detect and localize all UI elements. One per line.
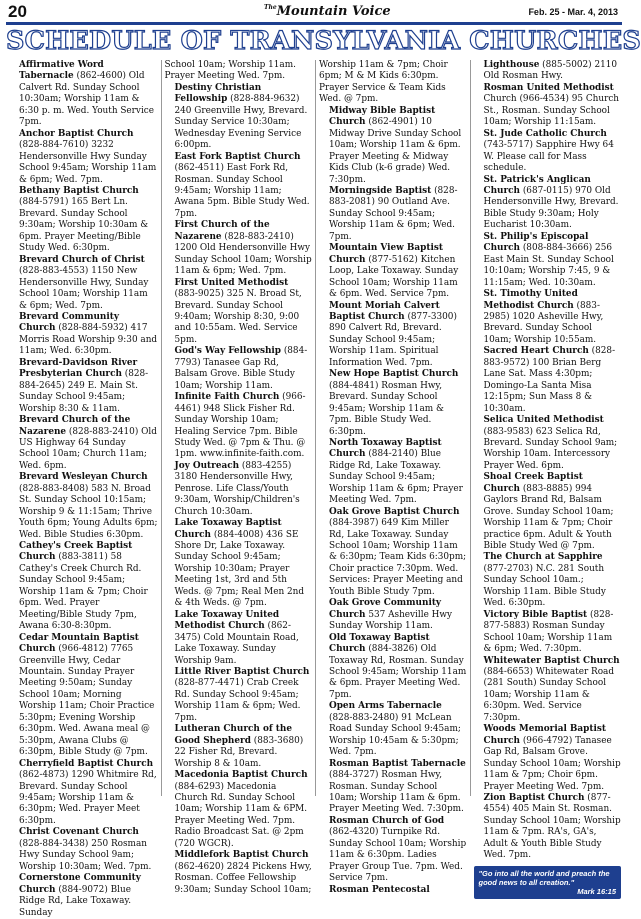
paper-title: Mountain Voice	[276, 4, 391, 19]
church-entry	[165, 83, 313, 152]
church-details: (884-9072) Blue Ridge Rd, Lake Toxaway. Sunday	[19, 884, 132, 918]
page-number: 20	[8, 2, 27, 21]
paper-name	[264, 4, 391, 19]
church-name: Lake Toxaway United Methodist Church	[174, 609, 280, 632]
church-entry	[9, 472, 158, 541]
church-name: Infinite Faith Church	[174, 392, 280, 403]
church-name: Rosman Pentecostal	[329, 884, 430, 895]
church-entry	[319, 598, 467, 632]
church-entry	[319, 633, 467, 702]
church-entry	[474, 552, 622, 609]
church-details: (884-2140) Blue Ridge Rd, Lake Toxaway. Sunday School 9:45am; Worship 11am & 6pm; Prayer Meeting Wed. 7pm.	[329, 449, 463, 506]
church-name: Rosman Church of God	[329, 815, 445, 826]
church-entry	[319, 885, 467, 896]
church-details: 537 Asheville Hwy Sunday Worship 11am.	[329, 609, 452, 632]
issue-dates: Feb. 25 - Mar. 4, 2013	[528, 7, 618, 17]
church-details: (883-3811) 58 Cathey's Creek Church Rd. Sunday School 9:45am; Worship 11am & 7pm; Choir 6pm. Wed. Prayer Meeting/Bible Study 7pm, Awana 6:30-8:30pm.	[19, 552, 148, 632]
church-details: (687-0115) 970 Old Hendersonville Hwy, Brevard. Bible Study 9:30am; Holy Eucharist 10:30am.	[483, 185, 619, 231]
church-entry	[9, 759, 158, 828]
church-entry	[165, 610, 313, 667]
church-name: Bethany Baptist Church	[19, 185, 139, 196]
church-details: (862-4620) 2824 Pickens Hwy, Rosman. Coffee Fellowship 9:30am; Sunday School 10am;	[174, 861, 312, 895]
church-details: (862-4511) East Fork Rd, Rosman. Sunday School 9:45am; Worship 11am; Awana 5pm. Bible Study Wed. 7pm.	[174, 163, 310, 219]
church-details: (877-5162) Kitchen Loop, Lake Toxaway. Sunday School 10am; Worship 11am & 6pm. Wed. Service 7pm.	[329, 254, 459, 300]
church-details: (883-3680) 22 Fisher Rd, Brevard. Worship 8 & 10am.	[174, 735, 304, 769]
church-entry	[474, 129, 622, 175]
church-details: (884-7793) Tanasee Gap Rd, Balsam Grove. Bible Study 10am; Worship 11am.	[174, 346, 308, 391]
church-name: Lighthouse	[483, 60, 540, 70]
church-entry	[474, 60, 622, 83]
church-details: (877-3300) 890 Calvert Rd, Brevard. Sunday School 9:45am; Worship 11am. Spiritual Information Wed. 7pm.	[329, 311, 457, 368]
church-details: (966-4461) 948 Slick Fisher Rd. Sunday Worship 10am; Healing Service 7pm. Bible Study Wed. @ 7pm & Thu. @ 1pm. www.infinite-faith.com.	[174, 392, 306, 460]
church-details: (884-5791) 165 Bert Ln. Brevard. Sunday School 9:30am; Worship 10:30am & 6pm. Prayer Meeting/Bible Study Wed. 6:30pm.	[19, 197, 149, 254]
church-name: Rosman United Methodist	[483, 82, 614, 93]
church-entry	[319, 301, 467, 370]
church-details: (862-4901) 10 Midway Drive Sunday School 10am; Worship 11am & 6pm. Prayer Meeting & Midway Kids Club (k-6 grade) Wed. 7:30pm.	[329, 117, 462, 185]
scripture-reference: Mark 16:15	[577, 886, 616, 896]
church-entry	[474, 656, 622, 725]
church-name: St. Jude Catholic Church	[483, 128, 607, 139]
church-name: Whitewater Baptist Church	[483, 655, 620, 666]
church-details: (828-884-9632) 240 Greenville Hwy, Brevard. Sunday Service 10:30am; Wednesday Evening Service 6:00pm.	[174, 94, 308, 151]
church-entry	[319, 816, 467, 885]
church-details: (828-883-2410) Old US Highway 64 Sunday School 10am; Church 11am; Wed. 6pm.	[19, 426, 157, 471]
church-details: (883-2985) 1020 Asheville Hwy, Brevard. Sunday School 10am; Worship 10:55am.	[483, 300, 604, 345]
church-details: (862-4873) 1290 Whitmire Rd, Brevard. Sunday School 9:45am; Worship 11am & 6:30pm; Wed. Prayer Meet 6:30pm.	[19, 770, 157, 826]
page-title: SCHEDULE OF TRANSYLVANIA CHURCHES	[6, 26, 641, 56]
scripture-box	[474, 866, 622, 899]
church-name: Victory Bible Baptist	[483, 609, 588, 620]
church-details: (883-4255) 3180 Hendersonville Hwy, Penrose. Life Class/Youth 9:30am, Worship/Children's Church 10:30am.	[174, 460, 300, 517]
church-entry	[165, 346, 313, 392]
church-details: (877-4554) 405 Main St. Rosman. Sunday School 10am; Worship 11am & 7pm. RA's, GA's, Adult & Youth Bible Study Wed. 7pm.	[483, 793, 621, 861]
church-name: Brevard-Davidson River Presbyterian Church	[19, 357, 138, 380]
church-entry	[474, 346, 622, 415]
church-name: Woods Memorial Baptist Church	[483, 724, 606, 746]
church-name: Destiny Christian Fellowship	[174, 82, 262, 105]
church-name: Mount Moriah Calvert Baptist Church	[329, 300, 440, 322]
church-name: Joy Outreach	[174, 460, 240, 471]
church-entry	[319, 243, 467, 300]
church-details: (884-3727) Rosman Hwy, Rosman. Sunday School 10am; Worship 11am & 6pm. Prayer Meeting Wed. 7:30pm.	[329, 770, 464, 815]
church-details: (862-4320) Turnpike Rd. Sunday School 10am; Worship 11am & 6:30pm. Ladies Prayer Group Tue. 7pm. Wed. Service 7pm.	[329, 827, 467, 884]
church-name: Midway Bible Baptist Church	[329, 105, 436, 128]
church-entry	[9, 312, 158, 358]
church-entry	[9, 541, 158, 633]
church-name: Brevard Church of the Nazarene	[19, 415, 131, 437]
church-name: Oak Grove Baptist Church	[329, 506, 460, 517]
church-name: Sacred Heart Church	[483, 346, 589, 357]
church-entry	[319, 60, 467, 106]
church-name: Christ Covenant Church	[19, 827, 139, 838]
column-2	[161, 60, 316, 895]
church-entry	[474, 289, 622, 346]
church-details: (883-9025) 325 N. Broad St, Brevard. Sunday School 9:40am; Worship 8:30, 9:00 and 10:55am. Wed. Service 5pm.	[174, 289, 302, 345]
church-entry	[319, 438, 467, 507]
church-entry	[319, 701, 467, 758]
church-name: The Church at Sapphire	[483, 552, 603, 563]
church-listings	[6, 60, 624, 918]
church-name: First United Methodist	[174, 277, 289, 288]
church-details: (828-883-4553) 1150 New Hendersonville Hwy, Sunday School 10am; Worship 11am & 6pm; Wed. 7pm.	[19, 266, 149, 311]
church-entry	[165, 220, 313, 277]
church-entry	[9, 827, 158, 873]
church-details: (828-877-4471) Crab Creek Rd. Sunday School 9:45am; Worship 11am & 6pm; Wed. 7pm.	[174, 678, 301, 723]
church-details: (883-9583) 623 Selica Rd, Brevard. Sunday School 9am; Worship 10am. Intercessory Prayer Wed. 6pm.	[483, 426, 618, 471]
church-details: Worship 11am & 7pm; Choir 6pm; M & M Kids 6:30pm. Prayer Service & Team Kids Wed. @ 7pm.	[319, 60, 448, 105]
masthead	[6, 2, 622, 25]
church-details: (828-883-2480) 91 McLean Road Sunday School 9:45am; Worship 10:45am & 5:30pm; Wed. 7pm.	[329, 712, 461, 758]
church-entry	[165, 278, 313, 347]
church-details: (883-8885) 994 Gaylors Brand Rd, Balsam Grove. Sunday School 10am; Worship 11am & 7pm; Choir practice 6pm. Adult & Youth Bible Study Wed @ 7pm.	[483, 483, 614, 552]
church-entry	[319, 186, 467, 243]
church-name: Lake Toxaway Baptist Church	[174, 518, 282, 540]
church-details: (828-883-2081) 90 Outland Ave. Sunday School 9:45am; Worship 11am & 6pm; Wed. 7pm.	[329, 185, 458, 242]
church-details: (828-883-8408) 583 N. Broad St. Sunday School 10:15am; Worship 9 & 11:15am; Thrive Youth 6pm; Young Adults 6pm; Wed. Bible Studies 6:30pm.	[19, 483, 158, 540]
church-entry	[165, 518, 313, 610]
church-details: (808-884-3666) 256 East Main St. Sunday School 10:10am; Worship 7:45, 9 & 11:15am; Wed. 10:30am.	[483, 243, 614, 288]
church-entry	[319, 369, 467, 438]
column-4	[470, 60, 625, 896]
church-entry	[9, 60, 158, 129]
church-details: School 10am; Worship 11am. Prayer Meeting Wed. 7pm.	[164, 60, 296, 82]
church-details: (828-877-5883) Rosman Sunday School 10am; Worship 11am & 6pm; Wed. 7:30pm.	[483, 609, 614, 655]
church-name: Brevard Church of Christ	[19, 254, 145, 265]
church-name: Brevard Wesleyan Church	[19, 472, 148, 483]
church-details: (743-5717) Sapphire Hwy 64 W. Please call for Mass schedule.	[483, 140, 614, 174]
column-3	[315, 60, 470, 895]
church-name: Lutheran Church of the Good Shepherd	[174, 724, 292, 746]
church-details: Church (966-4534) 95 Church St., Rosman. Sunday School 10am; Worship 11:15am.	[483, 94, 620, 128]
church-details: (828-884-2645) 249 E. Main St. Sunday School 9:45am; Worship 8:30 & 11am.	[19, 369, 149, 414]
church-name: Morningside Baptist	[329, 185, 432, 196]
church-details: (862-4600) Old Calvert Rd. Sunday School 10:30am; Worship 11am & 6:30 p. m. Wed. Youth Service 7pm.	[19, 71, 155, 128]
church-details: (828-883-2410) 1200 Old Hendersonville Hwy Sunday School 10am; Worship 11am & 6pm; Wed. 7pm.	[174, 231, 312, 277]
church-entry	[165, 724, 313, 770]
paper-prefix: The	[264, 4, 277, 11]
church-name: Shoal Creek Baptist Church	[483, 472, 583, 494]
church-name: God's Way Fellowship	[174, 346, 281, 357]
church-entry	[474, 83, 622, 129]
church-name: North Toxaway Baptist Church	[329, 437, 442, 460]
church-entry	[474, 724, 622, 793]
church-entry	[474, 175, 622, 232]
church-details: (966-4792) Tanasee Gap Rd, Balsam Grove. Sunday School 10am; Worship 11am & 7pm; Choir 6pm. Prayer Meeting Wed. 7pm.	[483, 735, 621, 792]
church-entry	[165, 392, 313, 461]
church-details: (884-3826) Old Toxaway Rd, Rosman. Sunday School 9:45am; Worship 11am & 6pm. Prayer Meeting Wed. 7pm.	[329, 644, 467, 700]
church-name: Open Arms Tabernacle	[329, 701, 442, 712]
church-name: Macedonia Baptist Church	[174, 770, 308, 781]
church-name: Cedar Mountain Baptist Church	[19, 632, 139, 655]
church-name: Mountain View Baptist Church	[329, 243, 443, 265]
church-entry	[9, 358, 158, 415]
church-entry	[165, 461, 313, 518]
church-entry	[9, 633, 158, 759]
church-details: (884-4008) 436 SE Shore Dr, Lake Toxaway. Sunday School 9:45am; Worship 10:30am; Prayer Meeting 1st, 3rd and 5th Weds. @ 7pm; Real Men 2nd & 4th Weds. @ 7pm.	[174, 529, 305, 609]
scripture-text: "Go into all the world and preach the good news to all creation."	[478, 868, 610, 887]
church-details: (828-883-9572) 100 Brian Berg Lane Sat. Mass 4:30pm; Domingo-La Santa Misa 12:15pm; Sun Mass 8 & 10:30am.	[483, 346, 616, 414]
church-entry	[9, 129, 158, 186]
church-entry	[165, 667, 313, 724]
church-entry	[165, 152, 313, 221]
church-name: Little River Baptist Church	[174, 667, 310, 678]
church-entry	[474, 415, 622, 472]
church-name: Cathey's Creek Baptist Church	[19, 541, 133, 563]
church-name: Affirmative Word Tabernacle	[19, 60, 104, 82]
church-entry	[319, 507, 467, 599]
church-name: New Hope Baptist Church	[329, 369, 459, 380]
church-details: (884-4841) Rosman Hwy, Brevard. Sunday School 9:45am; Worship 11am & 7pm. Bible Study Wed. 6:30pm.	[329, 380, 444, 437]
church-details: (884-6293) Macedonia Church Rd. Sunday School 10am; Worship 11am & 6PM. Prayer Meeting Wed. 7pm. Radio Broadcast Sat. @ 2pm (720 WGCR).	[174, 781, 308, 849]
church-entry	[9, 186, 158, 255]
church-details: (884-3987) 649 Kim Miller Rd, Lake Toxaway. Sunday School 10am; Worship 11am & 6:30pm; Team Kids 6:30pm; Choir practice 7:30pm. Wed. Services: Prayer Meeting and Youth Bible Study 7pm.	[329, 518, 467, 597]
church-details: (862-3475) Cold Mountain Road, Lake Toxaway. Sunday Worship 9am.	[174, 621, 299, 666]
church-details: (885-5002) 2110 Old Rosman Hwy.	[483, 60, 618, 82]
church-name: First Church of the Nazarene	[174, 220, 270, 242]
church-name: East Fork Baptist Church	[174, 151, 301, 162]
church-entry	[165, 60, 313, 83]
church-entry	[474, 610, 622, 656]
church-details: (828-884-7610) 3232 Hendersonville Hwy Sunday School 9:45am; Worship 11am & 6pm; Wed. 7pm.	[19, 140, 157, 185]
church-entry	[165, 850, 313, 896]
church-entry	[9, 255, 158, 312]
church-entry	[474, 793, 622, 862]
church-entry	[319, 106, 467, 186]
church-name: Old Toxaway Baptist Church	[329, 632, 430, 655]
church-name: Oak Grove Community Church	[329, 598, 442, 620]
church-entry	[474, 232, 622, 289]
church-entry	[165, 770, 313, 850]
church-name: Anchor Baptist Church	[19, 128, 134, 139]
church-name: Brevard Community Church	[19, 311, 119, 334]
church-name: Rosman Baptist Tabernacle	[329, 758, 466, 769]
church-entry	[9, 415, 158, 472]
church-name: Middlefork Baptist Church	[174, 850, 309, 861]
church-name: St. Philip's Episcopal Church	[483, 231, 589, 254]
church-details: (828-884-5932) 417 Morris Road Worship 9:30 and 11am; Wed. 6:30pm.	[19, 323, 158, 357]
church-name: St. Patrick's Anglican Church	[483, 174, 591, 196]
column-1	[6, 60, 161, 918]
church-name: St. Timothy United Methodist Church	[483, 289, 578, 311]
church-entry	[474, 472, 622, 552]
church-entry	[9, 873, 158, 919]
church-name: Zion Baptist Church	[483, 793, 585, 803]
church-details: (828-884-3438) 250 Rosman Hwy Sunday School 9am; Worship 10:30am; Wed. 7pm.	[19, 838, 152, 872]
church-details: (966-4812) 7765 Greenville Hwy, Cedar Mountain. Sunday Prayer Meeting 9:50am; Sunday School 10am; Morning Worship 11am; Choir Practice 5:30pm; Evening Worship 6:30pm. Wed. Awana meal @ 5:30pm, Awana Clubs @ 6:30pm, Bible Study @ 7pm.	[19, 644, 155, 758]
church-name: Selica United Methodist	[483, 415, 604, 426]
church-details: (877-2703) N.C. 281 South Sunday School 10am.; Worship 11am. Bible Study Wed. 6:30pm.	[483, 563, 606, 609]
church-name: Cornerstone Community Church	[19, 873, 141, 895]
church-details: (884-6653) Whitewater Road (281 South) Sunday School 10am; Worship 11am & 6:30pm. Wed. Service 7:30pm.	[483, 667, 615, 723]
church-entry	[319, 759, 467, 816]
church-name: Cherryfield Baptist Church	[19, 758, 154, 769]
